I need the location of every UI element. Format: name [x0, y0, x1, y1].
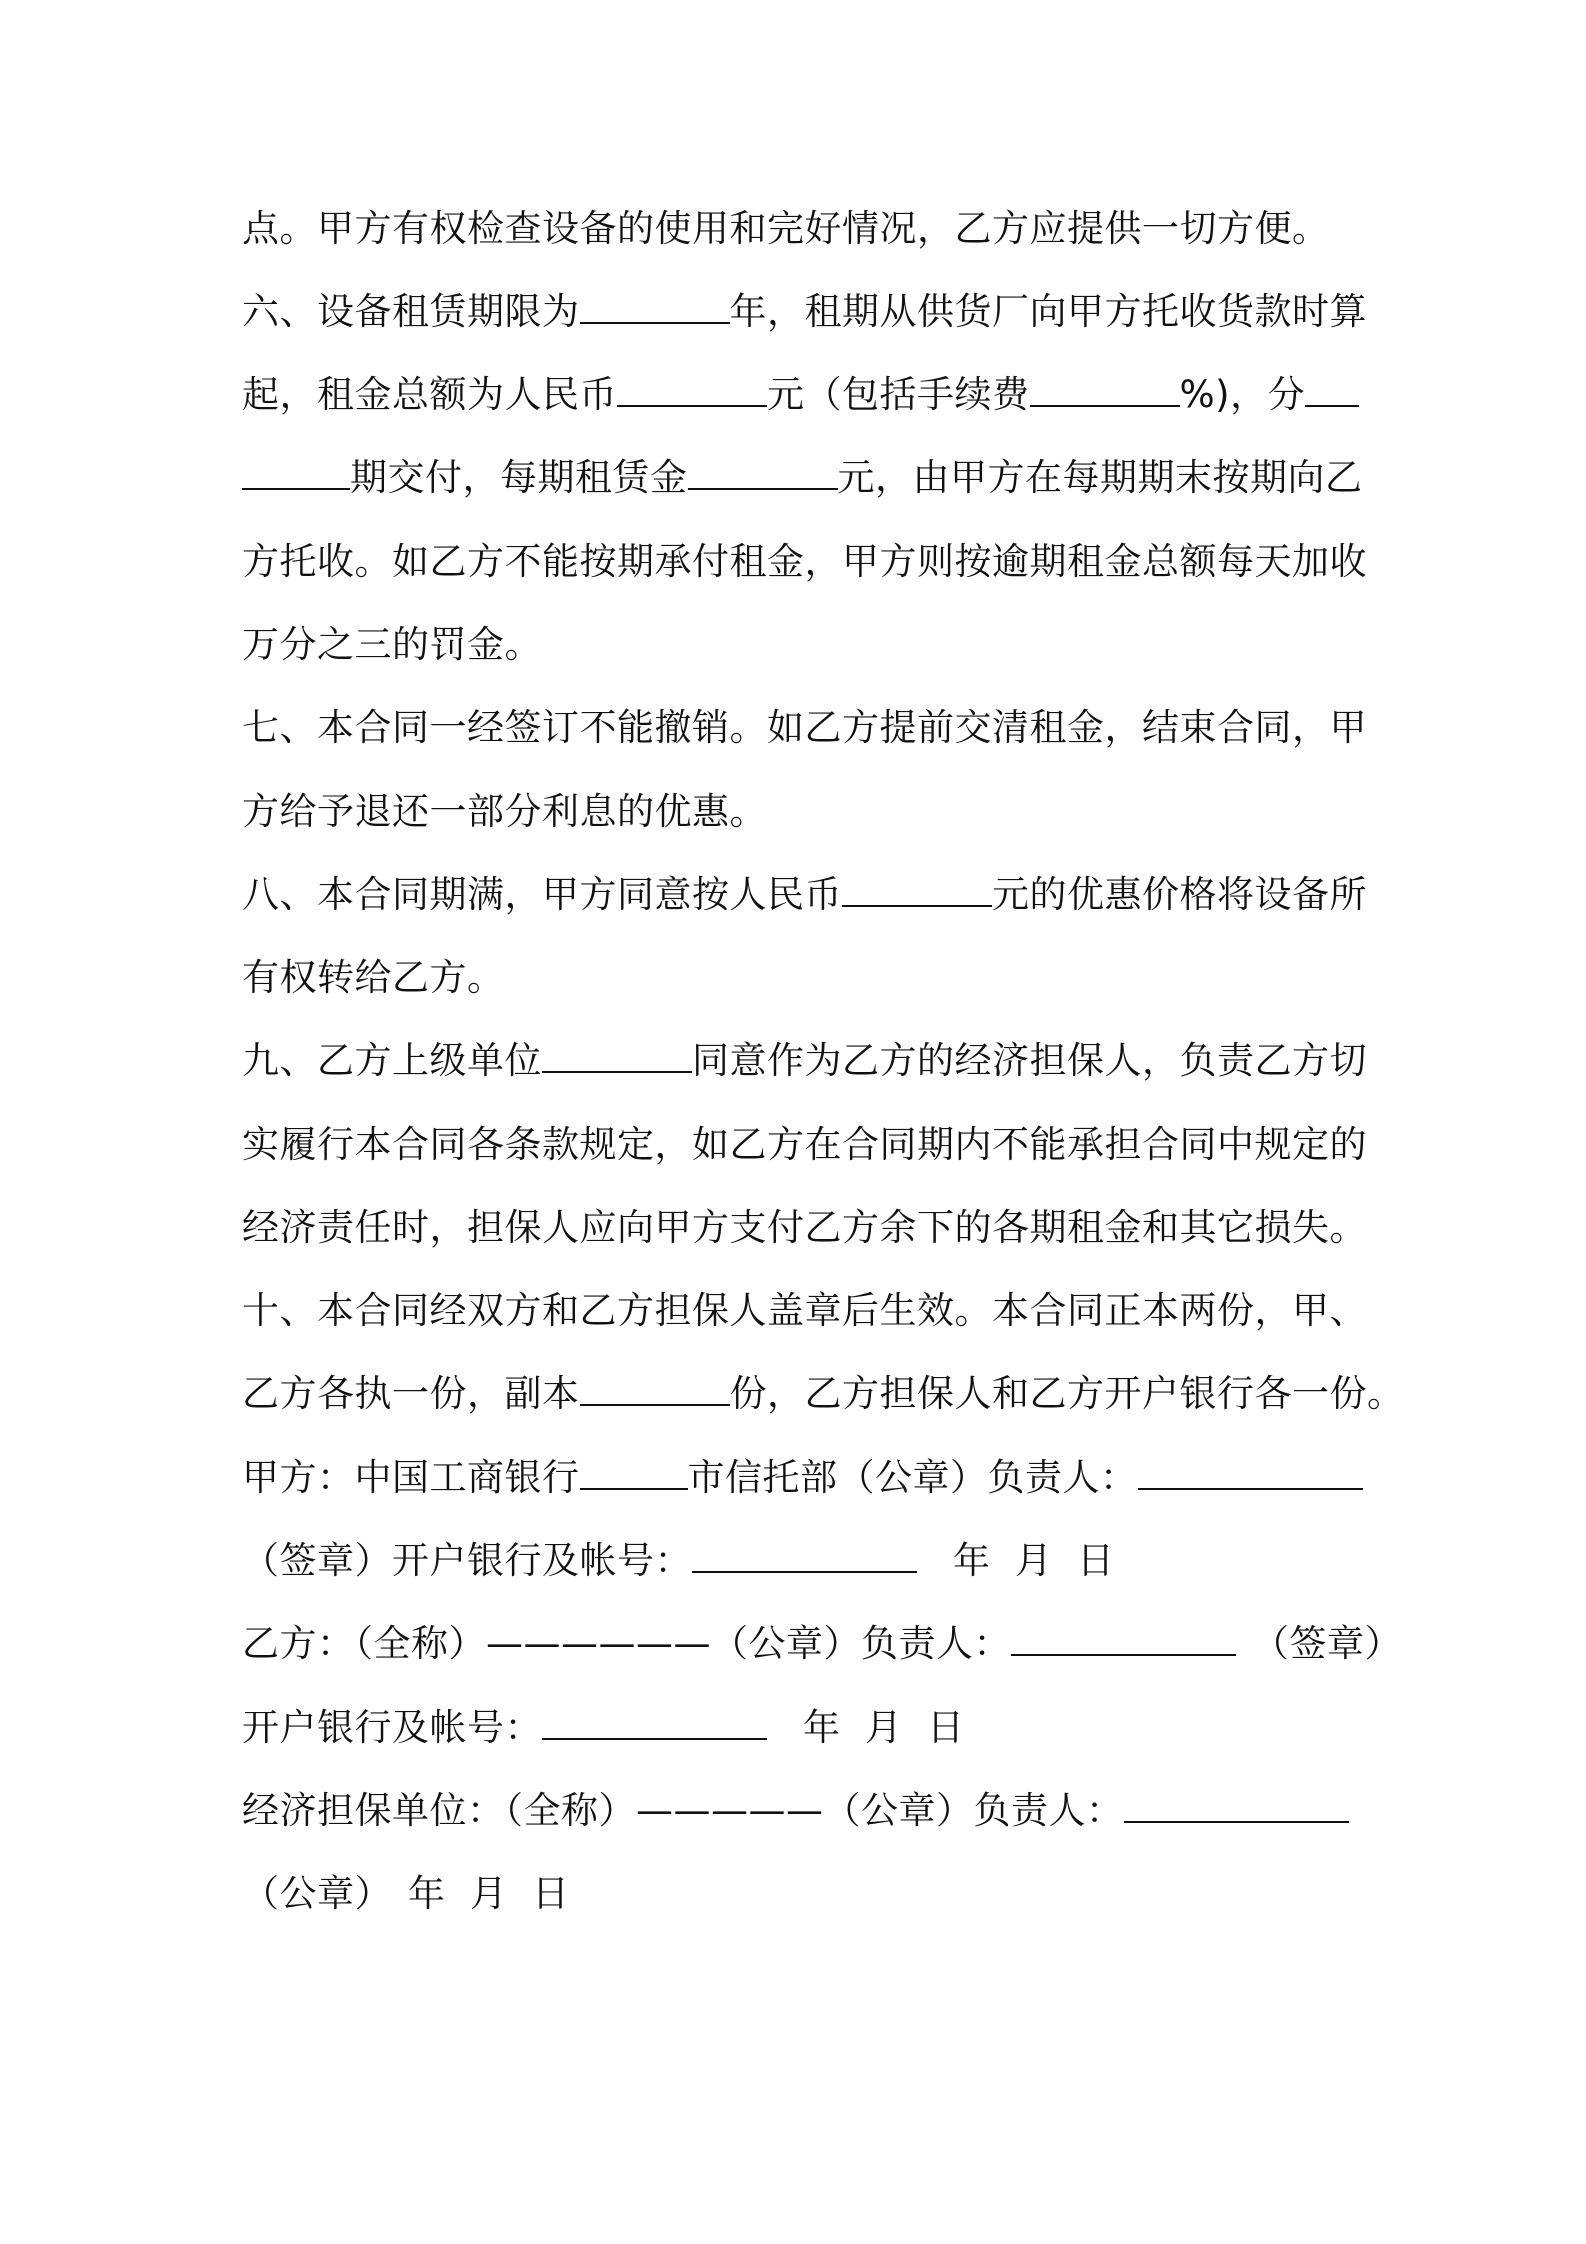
- text: 有权转给乙方。: [242, 956, 505, 999]
- text: （签章）开户银行及帐号：: [242, 1539, 692, 1582]
- text: 经济担保单位：（全称）—————（公章）负责人：: [242, 1789, 1124, 1832]
- guarantor-signer-blank[interactable]: [1124, 1793, 1349, 1823]
- text: 元（包括手续费: [767, 373, 1030, 416]
- paragraph-5-end: [242, 194, 1362, 264]
- party-a-signer-blank[interactable]: [1138, 1460, 1363, 1490]
- text: 经济责任时，担保人应向甲方支付乙方余下的各期租金和其它损失。: [242, 1206, 1367, 1249]
- text: 起，租金总额为人民币: [242, 373, 617, 416]
- clause-10-line-2: [242, 1359, 1405, 1429]
- clause-7-line-2: [242, 777, 1362, 847]
- clause-7-line-1: [242, 693, 1367, 763]
- lease-years-blank[interactable]: [580, 294, 730, 324]
- text: 六、设备租赁期限为: [242, 290, 580, 333]
- text: （签章）: [1252, 1622, 1402, 1665]
- clause-6-line-5: [242, 610, 1362, 680]
- fee-percent-blank[interactable]: [1030, 377, 1180, 407]
- city-blank[interactable]: [580, 1460, 688, 1490]
- text: 同意作为乙方的经济担保人，负责乙方切: [692, 1039, 1367, 1082]
- text: 万分之三的罚金。: [242, 623, 542, 666]
- party-b-line-1: [242, 1609, 1402, 1679]
- installments-blank-start[interactable]: [1305, 377, 1359, 407]
- text: （公章）: [242, 1872, 392, 1915]
- text: 乙方各执一份，副本: [242, 1372, 580, 1415]
- clause-9-line-3: [242, 1193, 1367, 1263]
- date-text: 年 月 日: [953, 1539, 1115, 1582]
- text: 开户银行及帐号：: [242, 1706, 542, 1749]
- clause-6-line-1: [242, 277, 1367, 347]
- superior-unit-blank[interactable]: [542, 1043, 692, 1073]
- text: 市信托部（公章）负责人：: [687, 1456, 1138, 1499]
- transfer-price-blank[interactable]: [842, 877, 992, 907]
- text: 元，由甲方在每期期末按期向乙: [837, 456, 1363, 499]
- party-a-line-1: [242, 1443, 1362, 1513]
- clause-8-line-2: [242, 943, 1362, 1013]
- party-b-account-blank[interactable]: [542, 1710, 767, 1740]
- text: 年，租期从供货厂向甲方托收货款时算: [729, 290, 1367, 333]
- date-text: 年 月 日: [803, 1706, 965, 1749]
- text: 七、本合同一经签订不能撤销。如乙方提前交清租金，结束合同，甲: [242, 706, 1367, 749]
- clause-6-line-3: [242, 443, 1362, 513]
- clause-10-line-1: [242, 1276, 1367, 1346]
- party-b-line-2: [242, 1693, 1362, 1763]
- text: %)，分: [1179, 373, 1306, 416]
- text: 方托收。如乙方不能按期承付租金，甲方则按逾期租金总额每天加收: [242, 540, 1367, 583]
- clause-6-line-4: [242, 527, 1367, 597]
- party-b-signer-blank[interactable]: [1011, 1626, 1236, 1656]
- text: 十、本合同经双方和乙方担保人盖章后生效。本合同正本两份，甲、: [242, 1289, 1367, 1332]
- installments-blank-end[interactable]: [242, 460, 350, 490]
- party-a-line-2: [242, 1526, 1362, 1596]
- text: 期交付，每期租赁金: [350, 456, 688, 499]
- date-text: 年 月 日: [408, 1872, 570, 1915]
- clause-9-line-2: [242, 1110, 1367, 1180]
- total-rent-blank[interactable]: [617, 377, 767, 407]
- clause-8-line-1: [242, 860, 1367, 930]
- party-a-account-blank[interactable]: [692, 1543, 917, 1573]
- text: 份，乙方担保人和乙方开户银行各一份。: [729, 1372, 1405, 1415]
- guarantor-line-1: [242, 1776, 1362, 1846]
- guarantor-line-2: [242, 1859, 1362, 1929]
- text: 点。甲方有权检查设备的使用和完好情况，乙方应提供一切方便。: [242, 207, 1330, 250]
- installment-amount-blank[interactable]: [688, 460, 838, 490]
- clause-9-line-1: [242, 1026, 1367, 1096]
- text: 乙方：（全称）——————（公章）负责人：: [242, 1622, 1011, 1665]
- text: 方给予退还一部分利息的优惠。: [242, 790, 767, 833]
- text: 元的优惠价格将设备所: [992, 873, 1367, 916]
- text: 甲方：中国工商银行: [242, 1456, 580, 1499]
- text: 八、本合同期满，甲方同意按人民币: [242, 873, 842, 916]
- text: 九、乙方上级单位: [242, 1039, 542, 1082]
- clause-6-line-2: [242, 360, 1362, 430]
- text: 实履行本合同各条款规定，如乙方在合同期内不能承担合同中规定的: [242, 1123, 1367, 1166]
- copies-blank[interactable]: [580, 1376, 730, 1406]
